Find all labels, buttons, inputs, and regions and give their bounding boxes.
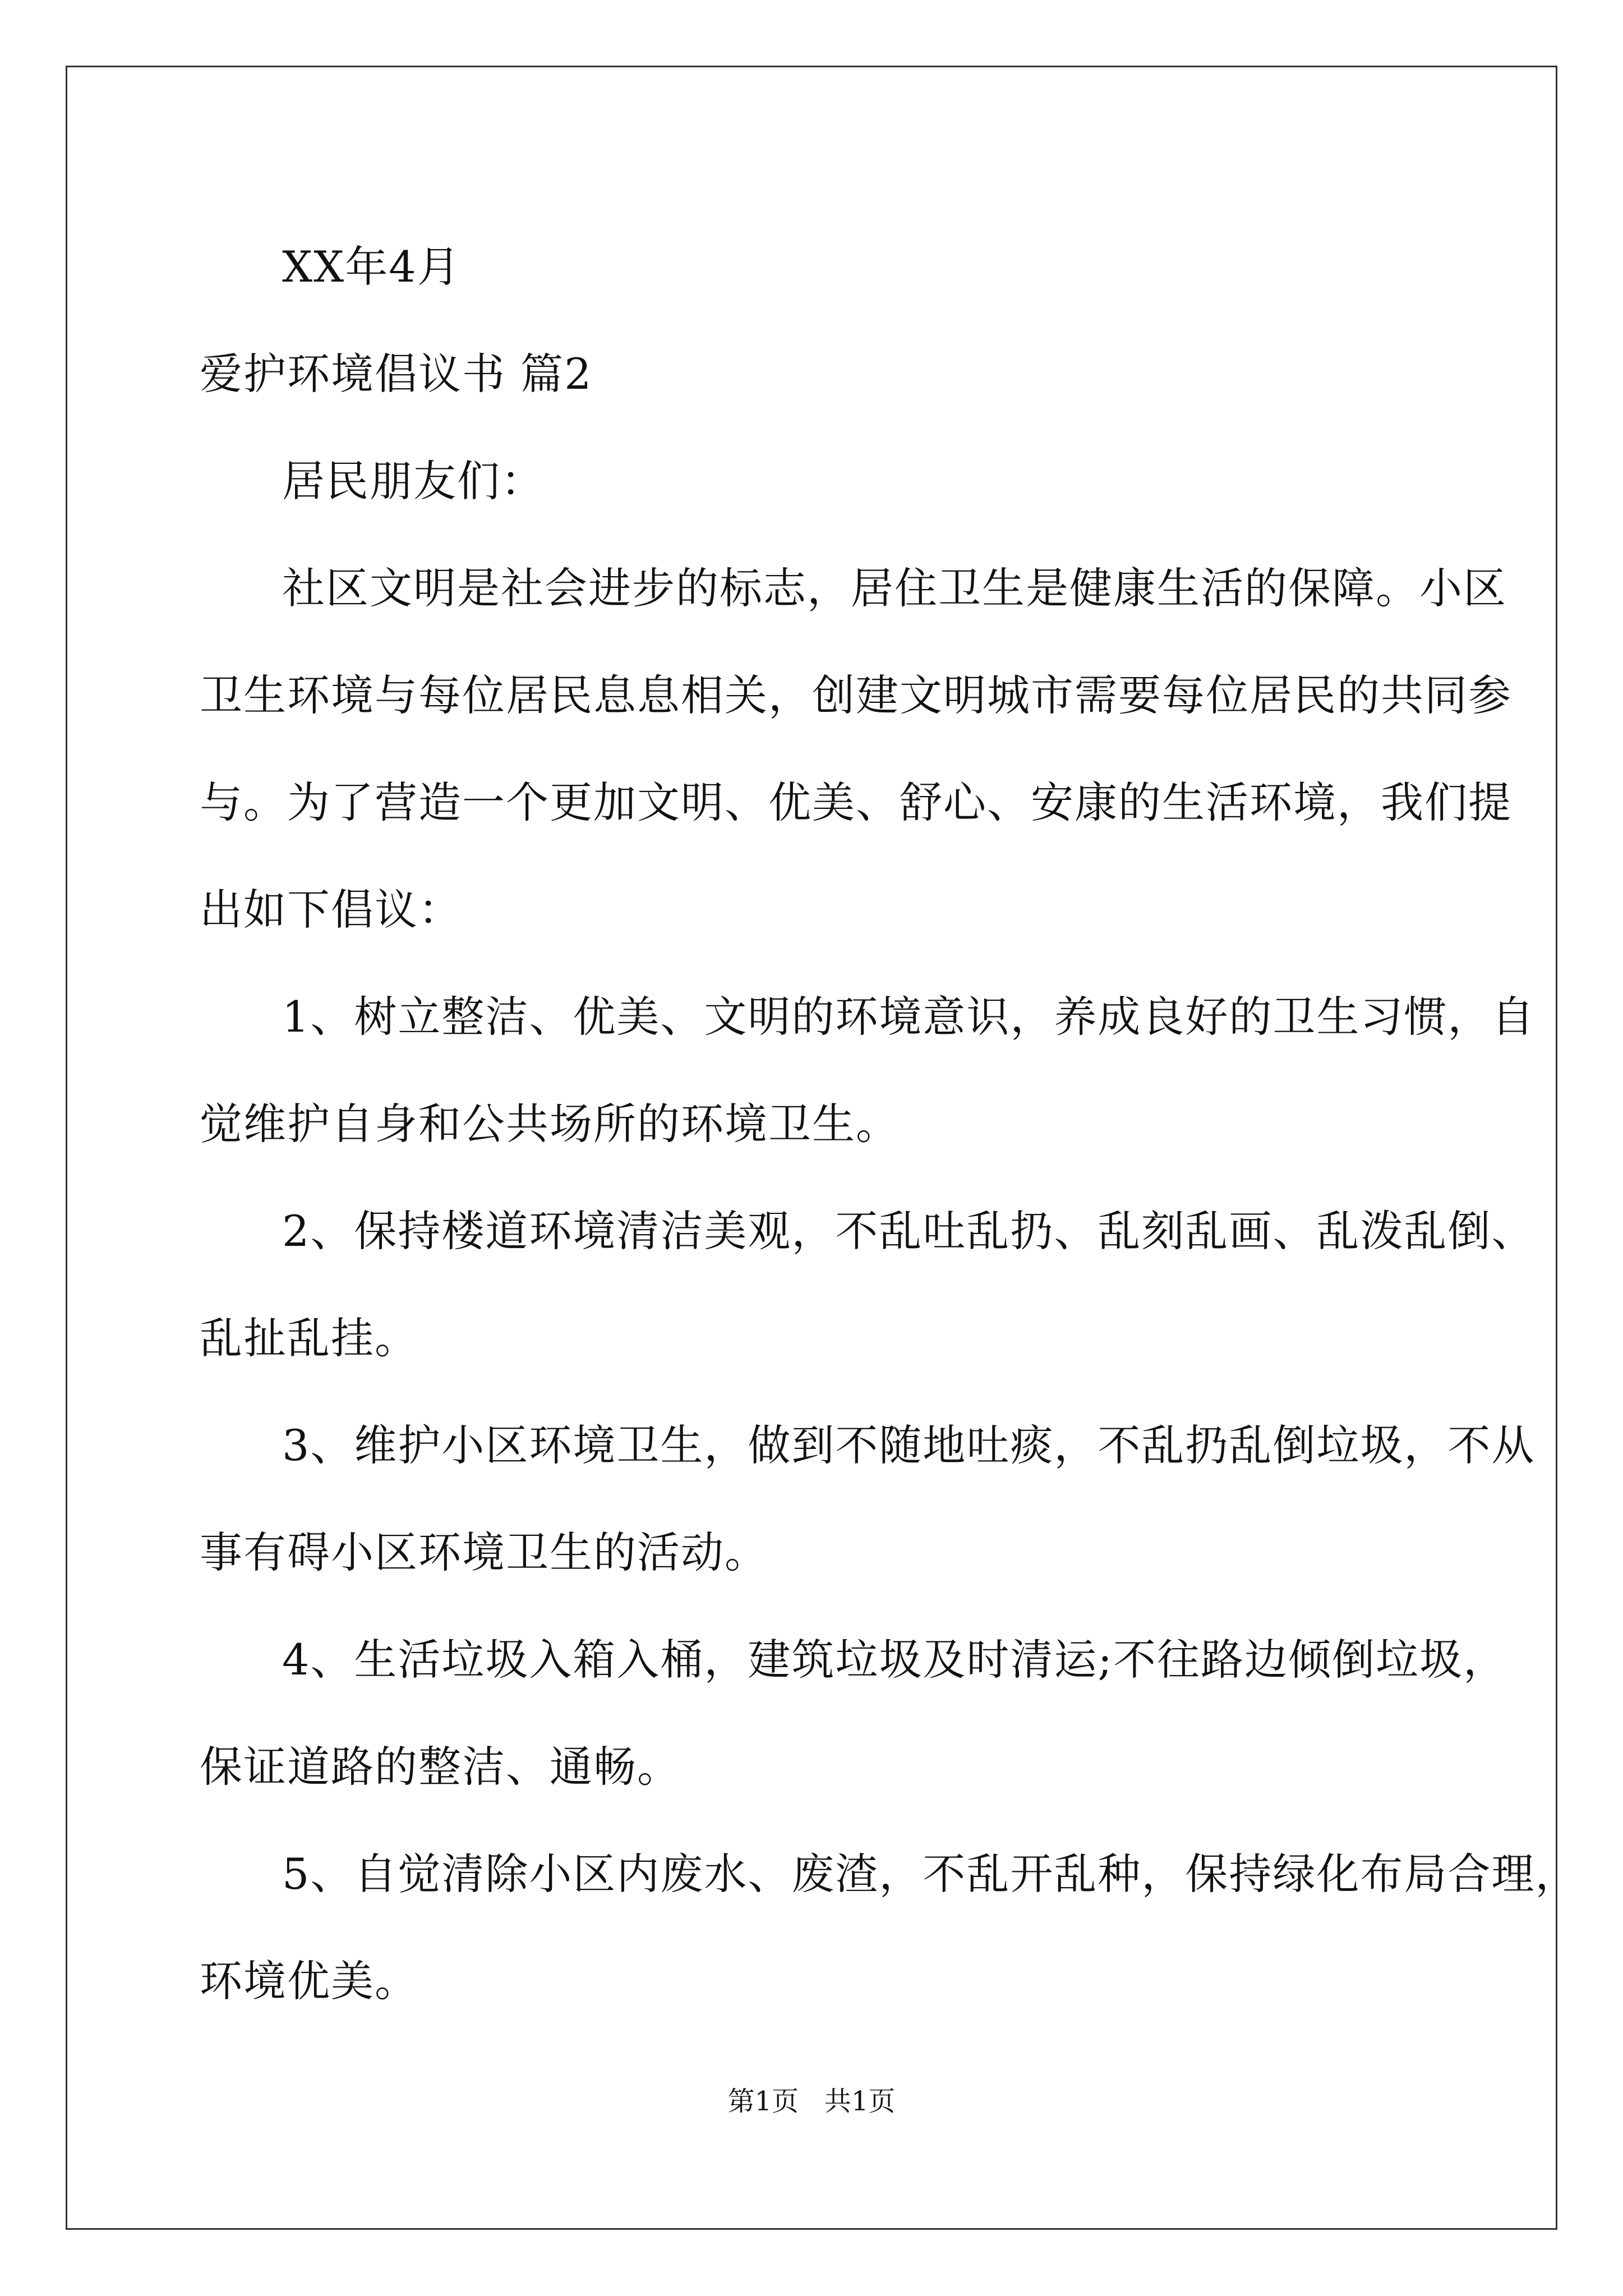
page-footer: 第1页 共1页 <box>727 2086 896 2117</box>
section-title: 爱护环境倡议书 篇2 <box>200 349 593 399</box>
item-1-line-1: 1、树立整洁、优美、文明的环境意识，养成良好的卫生习惯，自 <box>282 992 1536 1042</box>
item-4-line-1: 4、生活垃圾入箱入桶，建筑垃圾及时清运;不往路边倾倒垃圾， <box>282 1635 1507 1685</box>
intro-line: 与。为了营造一个更加文明、优美、舒心、安康的生活环境，我们提 <box>200 777 1512 827</box>
item-2-line-1: 2、保持楼道环境清洁美观，不乱吐乱扔、乱刻乱画、乱泼乱倒、 <box>282 1206 1536 1256</box>
item-5-line-1: 5、自觉清除小区内废水、废渣，不乱开乱种，保持绿化布局合理， <box>282 1849 1579 1899</box>
item-4-line-2: 保证道路的整洁、通畅。 <box>200 1742 681 1792</box>
intro-line: 出如下倡议： <box>200 885 462 935</box>
item-3-line-2: 事有碍小区环境卫生的活动。 <box>200 1527 768 1577</box>
item-1-line-2: 觉维护自身和公共场所的环境卫生。 <box>200 1099 900 1149</box>
intro-line: 卫生环境与每位居民息息相关，创建文明城市需要每位居民的共同参 <box>200 670 1512 720</box>
date-line: XX年4月 <box>282 242 461 292</box>
item-5-line-2: 环境优美。 <box>200 1956 418 2006</box>
intro-line: 社区文明是社会进步的标志，居住卫生是健康生活的保障。小区 <box>282 563 1507 613</box>
greeting: 居民朋友们： <box>282 456 545 506</box>
document-body <box>200 213 1579 2035</box>
item-2-line-2: 乱扯乱挂。 <box>200 1313 418 1363</box>
item-3-line-1: 3、维护小区环境卫生，做到不随地吐痰，不乱扔乱倒垃圾，不从 <box>282 1420 1536 1470</box>
